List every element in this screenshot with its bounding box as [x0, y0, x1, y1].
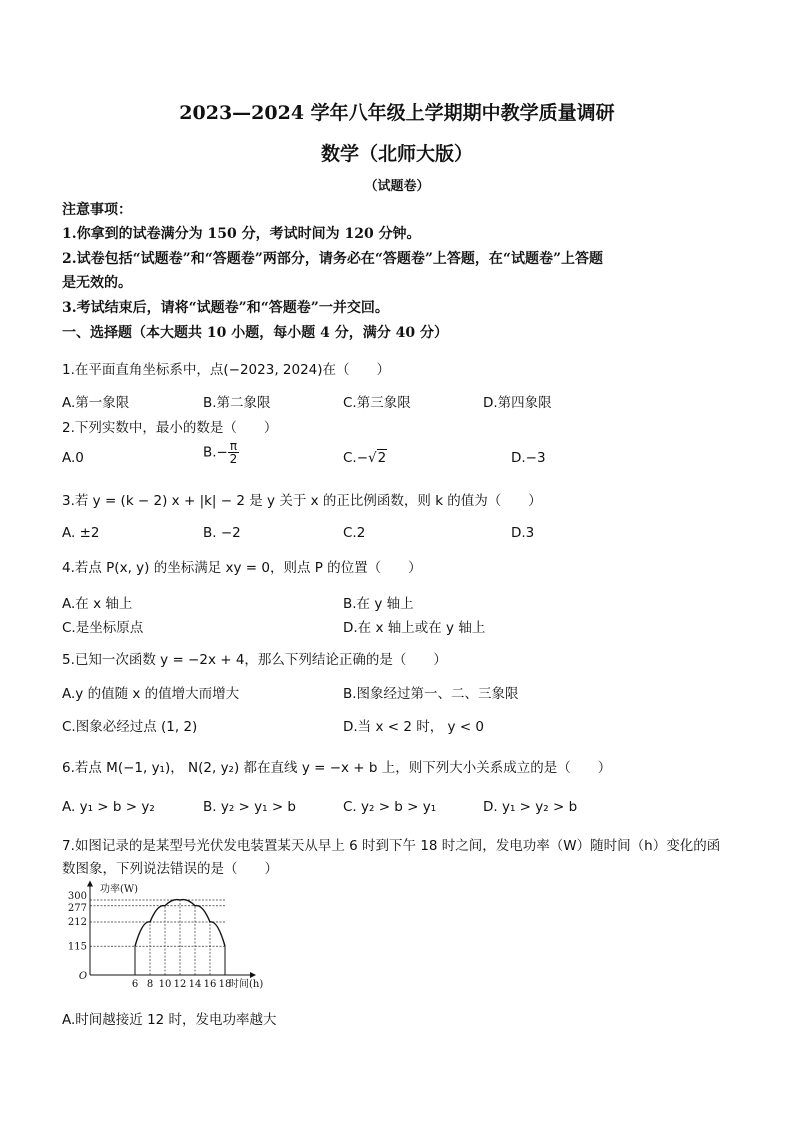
note-2b: 是无效的。	[62, 275, 132, 291]
q1-option-b: B.第二象限	[203, 395, 271, 411]
q2-option-d: D.−3	[511, 450, 546, 466]
q2-option-b-prefix: B.−	[203, 444, 228, 461]
q3-option-c: C.2	[343, 525, 366, 541]
x-tick-label: 10	[158, 979, 172, 990]
y-tick-label: 115	[67, 941, 87, 953]
y-axis-arrow	[87, 881, 93, 887]
q2-option-b-numerator: π	[229, 439, 238, 453]
x-tick-label: 8	[146, 979, 154, 990]
q4-option-a: A.在 x 轴上	[62, 596, 133, 612]
q2-option-c-radicand: 2	[377, 450, 387, 466]
note-3: 3.考试结束后，请将“试题卷”和“答题卷”一并交回。	[62, 300, 389, 316]
notes-heading: 注意事项：	[62, 202, 132, 218]
q1-stem: 1.在平面直角坐标系中，点(−2023, 2024)在（ ）	[62, 362, 391, 378]
x-tick-label: 12	[173, 979, 187, 990]
q3-stem: 3.若 y = (k − 2) x + |k| − 2 是 y 关于 x 的正比例函数，则 k 的值为（ ）	[62, 493, 542, 509]
q5-option-c: C.图象必经过点 (1, 2)	[62, 719, 198, 735]
q4-option-d: D.在 x 轴上或在 y 轴上	[343, 620, 486, 636]
q7-option-a: A.时间越接近 12 时，发电功率越大	[62, 1012, 277, 1028]
q7-stem-line-1: 7.如图记录的是某型号光伏发电装置某天从早上 6 时到下午 18 时之间，发电功率（W）随时间（h）变化的函	[62, 838, 721, 854]
paper-type: （试题卷）	[364, 179, 430, 194]
q1-option-d: D.第四象限	[483, 395, 552, 411]
y-tick-label: 212	[67, 917, 87, 928]
q4-option-c: C.是坐标原点	[62, 620, 144, 636]
q5-stem: 5.已知一次函数 y = −2x + 4，那么下列结论正确的是（ ）	[62, 652, 447, 668]
q3-option-a: A. ±2	[62, 525, 100, 541]
x-axis-arrow	[250, 972, 256, 978]
q2-option-c	[343, 450, 387, 466]
q6-option-c: C. y₂ > b > y₁	[343, 799, 437, 815]
q3-option-b: B. −2	[203, 525, 241, 541]
q5-option-d: D.当 x < 2 时， y < 0	[343, 719, 485, 735]
q6-option-a: A. y₁ > b > y₂	[62, 799, 155, 815]
chart-svg	[62, 880, 282, 1005]
x-tick-label: 14	[188, 979, 202, 990]
q2-option-a: A.0	[62, 450, 84, 466]
q2-option-b	[203, 440, 239, 465]
q2-option-c-prefix: C.−	[343, 450, 369, 466]
q1-option-a: A.第一象限	[62, 395, 130, 411]
q2-stem: 2.下列实数中，最小的数是（ ）	[62, 420, 278, 436]
exam-subtitle: 数学（北师大版）	[320, 143, 473, 165]
q4-option-b: B.在 y 轴上	[343, 596, 414, 612]
exam-title: 2023—2024 学年八年级上学期期中教学质量调研	[179, 102, 615, 124]
y-axis-label: 功率(W)	[100, 884, 139, 895]
note-1: 1.你拿到的试卷满分为 150 分，考试时间为 120 分钟。	[62, 226, 421, 242]
q3-option-d: D.3	[511, 525, 535, 541]
q4-stem: 4.若点 P(x, y) 的坐标满足 xy = 0，则点 P 的位置（ ）	[62, 560, 422, 576]
q6-stem: 6.若点 M(−1, y₁)， N(2, y₂) 都在直线 y = −x + b 上，则下列大小关系成立的是（ ）	[62, 760, 612, 776]
q2-option-b-denominator: 2	[229, 452, 238, 466]
section-1-heading: 一、选择题（本大题共 10 小题，每小题 4 分，满分 40 分）	[62, 325, 448, 341]
q1-option-c: C.第三象限	[343, 395, 411, 411]
origin-label: O	[78, 971, 88, 982]
y-tick-label: 277	[67, 902, 87, 914]
q2-option-b-fraction	[228, 440, 239, 465]
q5-option-b: B.图象经过第一、二、三象限	[343, 686, 519, 702]
x-tick-label: 18	[218, 979, 232, 990]
note-2a: 2.试卷包括“试题卷”和“答题卷”两部分，请务必在“答题卷”上答题，在“试题卷”上答题	[62, 251, 604, 267]
x-tick-label: 16	[203, 979, 217, 990]
x-tick-label: 6	[131, 979, 139, 990]
q5-option-a: A.y 的值随 x 的值增大而增大	[62, 686, 240, 702]
x-axis-label: 时间(h)	[229, 979, 264, 990]
power-time-chart	[62, 880, 282, 1005]
y-tick-label: 300	[67, 891, 87, 902]
q6-option-b: B. y₂ > y₁ > b	[203, 799, 297, 815]
q6-option-d: D. y₁ > y₂ > b	[483, 799, 578, 815]
q7-stem-line-2: 数图象，下列说法错误的是（ ）	[62, 861, 278, 877]
radical-sign: √	[368, 450, 377, 466]
